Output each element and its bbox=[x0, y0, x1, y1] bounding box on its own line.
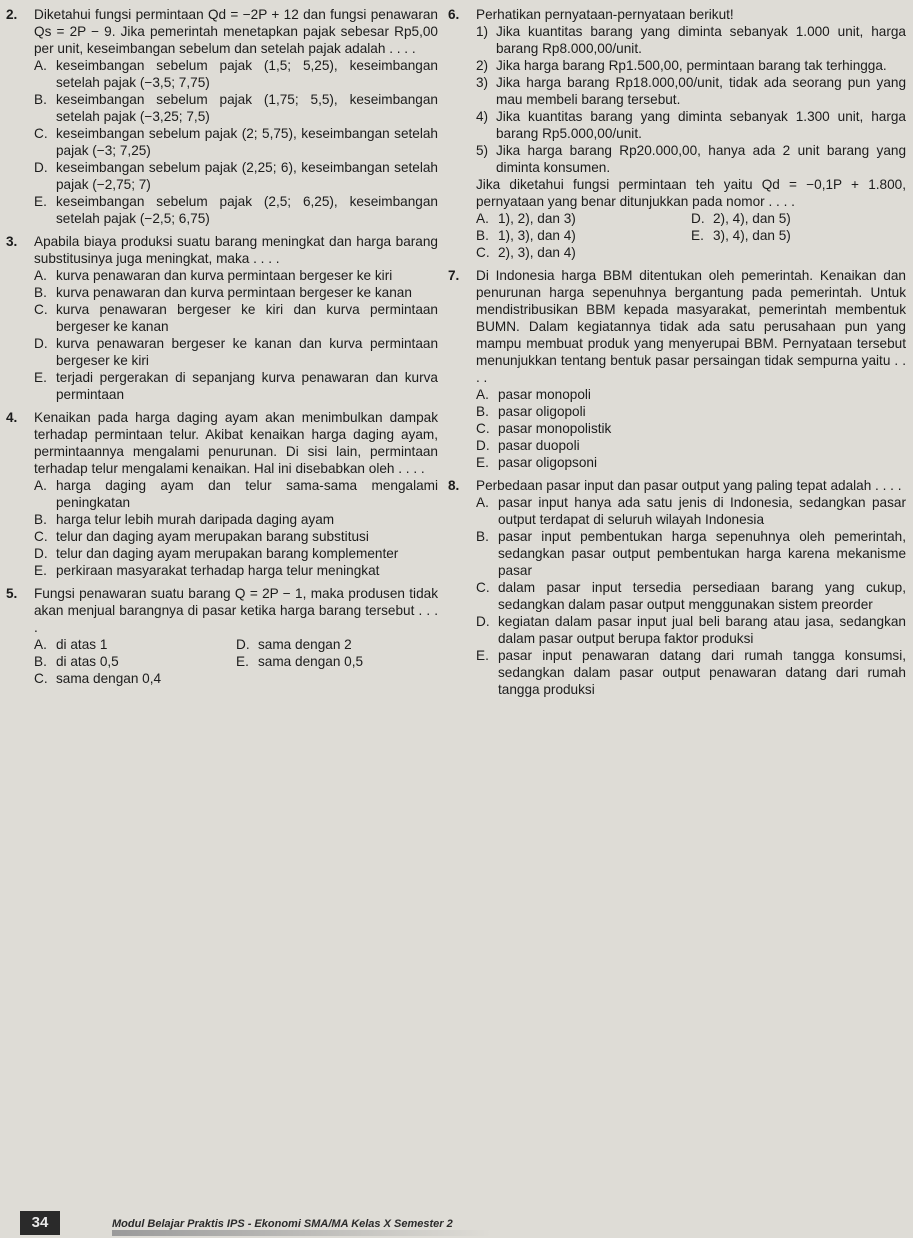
option-label: E. bbox=[236, 654, 249, 669]
question-stem: Diketahui fungsi permintaan Qd = −2P + 12 dan fungsi penawaran Qs = 2P − 9. Jika pemerintah menetapkan pajak sebesar Rp5,00 per unit, keseimbangan sebelum dan setelah pajak adalah . . . . bbox=[34, 7, 438, 56]
option-label: A. bbox=[34, 478, 47, 493]
option bbox=[34, 477, 438, 511]
option-text: telur dan daging ayam merupakan barang substitusi bbox=[56, 529, 369, 544]
option bbox=[476, 403, 906, 420]
option-label: E. bbox=[34, 370, 47, 385]
question-stem: Apabila biaya produksi suatu barang meningkat dan harga barang substitusinya juga meningkat, maka . . . . bbox=[34, 234, 438, 266]
option-label: A. bbox=[34, 58, 47, 73]
option-label: E. bbox=[34, 194, 47, 209]
option-label: D. bbox=[691, 211, 705, 226]
option-text: pasar input pembentukan harga sepenuhnya oleh pemerintah, sedangkan pasar output pembentukan harga karena mekanisme pasar bbox=[498, 529, 906, 578]
option-label: B. bbox=[34, 92, 47, 107]
option-label: C. bbox=[34, 126, 48, 141]
statement-text: Jika harga barang Rp1.500,00, permintaan barang tak terhingga. bbox=[496, 58, 887, 73]
option-text: dalam pasar input tersedia persediaan barang yang cukup, sedangkan dalam pasar output menggunakan sistem preorder bbox=[498, 580, 906, 612]
option-text: kurva penawaran bergeser ke kiri dan kurva permintaan bergeser ke kanan bbox=[56, 302, 438, 334]
question-number: 4. bbox=[6, 410, 18, 425]
option-label: D. bbox=[34, 546, 48, 561]
option-text: pasar oligopsoni bbox=[498, 455, 597, 470]
option-text: 3), 4), dan 5) bbox=[713, 228, 791, 243]
question-8 bbox=[448, 477, 906, 698]
question-number: 7. bbox=[448, 268, 460, 283]
statement-text: Jika harga barang Rp20.000,00, hanya ada 2 unit barang yang diminta konsumen. bbox=[496, 143, 906, 175]
option bbox=[34, 528, 438, 545]
option-grid bbox=[476, 210, 906, 261]
option-label: D. bbox=[236, 637, 250, 652]
option-label: A. bbox=[476, 495, 489, 510]
option-label: B. bbox=[34, 285, 47, 300]
option-text: harga daging ayam dan telur sama-sama mengalami peningkatan bbox=[56, 478, 438, 510]
question-stem: Di Indonesia harga BBM ditentukan oleh pemerintah. Kenaikan dan penurunan harga sepenuhnya bergantung pada pemerintah. Untuk mendistribusikan BBM kepada masyarakat, pemerintah membentuk BUMN. Dalam kegiatannya tidak ada satu perusahaan pun yang mampu membuat produk yang menyerupai BBM. Pernyataan tersebut menunjukkan tentang bentuk pasar persaingan tidak sempurna yaitu . . . . bbox=[476, 268, 906, 385]
statement bbox=[476, 57, 906, 74]
option bbox=[34, 125, 438, 159]
option-text: sama dengan 2 bbox=[258, 637, 352, 652]
option-label: C. bbox=[476, 421, 490, 436]
option bbox=[34, 545, 438, 562]
option-label: D. bbox=[476, 614, 490, 629]
option bbox=[34, 193, 438, 227]
option bbox=[476, 647, 906, 698]
question-stem-continued: Jika diketahui fungsi permintaan teh yaitu Qd = −0,1P + 1.800, pernyataan yang benar ditunjukkan pada nomor . . . . bbox=[476, 177, 906, 209]
option-label: C. bbox=[476, 245, 490, 260]
question-5 bbox=[6, 585, 438, 687]
option-label: B. bbox=[34, 512, 47, 527]
option-text: terjadi pergerakan di sepanjang kurva penawaran dan kurva permintaan bbox=[56, 370, 438, 402]
option-text: 2), 4), dan 5) bbox=[713, 211, 791, 226]
option-label: A. bbox=[476, 211, 489, 226]
statement bbox=[476, 108, 906, 142]
statement-label: 4) bbox=[476, 109, 489, 124]
option bbox=[476, 613, 906, 647]
option bbox=[476, 386, 906, 403]
option-label: E. bbox=[476, 648, 489, 663]
option-text: harga telur lebih murah daripada daging ayam bbox=[56, 512, 335, 527]
option bbox=[34, 267, 438, 284]
option bbox=[236, 636, 438, 653]
option bbox=[34, 636, 236, 653]
option-label: E. bbox=[34, 563, 47, 578]
option-text: pasar monopolistik bbox=[498, 421, 612, 436]
right-column bbox=[448, 6, 906, 704]
statement bbox=[476, 74, 906, 108]
option-text: keseimbangan sebelum pajak (2,25; 6), keseimbangan setelah pajak (−2,75; 7) bbox=[56, 160, 438, 192]
option-label: E. bbox=[476, 455, 489, 470]
statement-label: 1) bbox=[476, 24, 489, 39]
question-6 bbox=[448, 6, 906, 261]
option bbox=[34, 159, 438, 193]
question-stem: Kenaikan pada harga daging ayam akan menimbulkan dampak terhadap permintaan telur. Akibat kenaikan harga daging ayam, permintaannya mengalami penurunan. Di sisi lain, permintaan terhadap telur mengalami kenaikan. Hal ini disebabkan oleh . . . . bbox=[34, 410, 438, 476]
option bbox=[476, 420, 906, 437]
option-label: B. bbox=[476, 228, 489, 243]
option bbox=[691, 227, 906, 244]
option-text: kurva penawaran bergeser ke kanan dan kurva permintaan bergeser ke kiri bbox=[56, 336, 438, 368]
option-text: perkiraan masyarakat terhadap harga telur meningkat bbox=[56, 563, 380, 578]
option-text: pasar input hanya ada satu jenis di Indonesia, sedangkan pasar output terdapat di seluruh wilayah Indonesia bbox=[498, 495, 906, 527]
question-4 bbox=[6, 409, 438, 579]
option-text: keseimbangan sebelum pajak (1,75; 5,5), keseimbangan setelah pajak (−3,25; 7,5) bbox=[56, 92, 438, 124]
question-number: 6. bbox=[448, 7, 460, 22]
option bbox=[34, 511, 438, 528]
question-number: 5. bbox=[6, 586, 18, 601]
option bbox=[236, 653, 438, 670]
option bbox=[34, 91, 438, 125]
option-label: A. bbox=[34, 637, 47, 652]
option-label: A. bbox=[476, 387, 489, 402]
option bbox=[476, 437, 906, 454]
option bbox=[34, 653, 236, 670]
option bbox=[476, 528, 906, 579]
question-number: 2. bbox=[6, 7, 18, 22]
option bbox=[34, 57, 438, 91]
option bbox=[476, 579, 906, 613]
option-text: di atas 1 bbox=[56, 637, 108, 652]
option-label: C. bbox=[34, 671, 48, 686]
option-text: kurva penawaran dan kurva permintaan bergeser ke kiri bbox=[56, 268, 393, 283]
option-label: A. bbox=[34, 268, 47, 283]
option bbox=[476, 494, 906, 528]
option bbox=[476, 210, 691, 227]
page-footer bbox=[0, 1208, 913, 1238]
option-text: keseimbangan sebelum pajak (2,5; 6,25), keseimbangan setelah pajak (−2,5; 6,75) bbox=[56, 194, 438, 226]
statement-text: Jika kuantitas barang yang diminta sebanyak 1.000 unit, harga barang Rp8.000,00/unit. bbox=[496, 24, 906, 56]
page-number: 34 bbox=[20, 1211, 60, 1235]
option-text: keseimbangan sebelum pajak (2; 5,75), keseimbangan setelah pajak (−3; 7,25) bbox=[56, 126, 438, 158]
option-text: 2), 3), dan 4) bbox=[498, 245, 576, 260]
statement-text: Jika harga barang Rp18.000,00/unit, tidak ada seorang pun yang mau membeli barang tersebut. bbox=[496, 75, 906, 107]
option-text: pasar duopoli bbox=[498, 438, 580, 453]
option-text: sama dengan 0,4 bbox=[56, 671, 162, 686]
option-label: B. bbox=[476, 529, 489, 544]
question-2 bbox=[6, 6, 438, 227]
left-column bbox=[6, 6, 438, 693]
question-number: 8. bbox=[448, 478, 460, 493]
question-stem: Perbedaan pasar input dan pasar output yang paling tepat adalah . . . . bbox=[476, 478, 902, 493]
option-label: C. bbox=[476, 580, 490, 595]
option bbox=[34, 284, 438, 301]
option-label: B. bbox=[34, 654, 47, 669]
option-text: pasar input penawaran datang dari rumah tangga konsumsi, sedangkan dalam pasar output penawaran datang dari rumah tangga produksi bbox=[498, 648, 906, 697]
option-text: 1), 3), dan 4) bbox=[498, 228, 576, 243]
statement-label: 3) bbox=[476, 75, 489, 90]
option bbox=[34, 301, 438, 335]
option bbox=[476, 454, 906, 471]
option-text: di atas 0,5 bbox=[56, 654, 119, 669]
statement bbox=[476, 23, 906, 57]
option bbox=[34, 335, 438, 369]
question-7 bbox=[448, 267, 906, 471]
option-text: sama dengan 0,5 bbox=[258, 654, 364, 669]
statement-text: Jika kuantitas barang yang diminta sebanyak 1.300 unit, harga barang Rp5.000,00/unit. bbox=[496, 109, 906, 141]
option bbox=[34, 670, 236, 687]
option-label: E. bbox=[691, 228, 704, 243]
statement-label: 5) bbox=[476, 143, 489, 158]
option bbox=[476, 227, 691, 244]
option-text: kegiatan dalam pasar input jual beli barang atau jasa, sedangkan dalam pasar output berupa faktor produksi bbox=[498, 614, 906, 646]
option bbox=[34, 369, 438, 403]
option-text: pasar oligopoli bbox=[498, 404, 586, 419]
option-text: pasar monopoli bbox=[498, 387, 591, 402]
option bbox=[691, 210, 906, 227]
question-stem: Perhatikan pernyataan-pernyataan berikut! bbox=[476, 7, 734, 22]
option-label: D. bbox=[34, 160, 48, 175]
statement bbox=[476, 142, 906, 176]
question-3 bbox=[6, 233, 438, 403]
option-label: C. bbox=[34, 529, 48, 544]
option-grid bbox=[34, 636, 438, 687]
footer-divider bbox=[112, 1230, 492, 1236]
option-text: keseimbangan sebelum pajak (1,5; 5,25), keseimbangan setelah pajak (−3,5; 7,75) bbox=[56, 58, 438, 90]
option-text: 1), 2), dan 3) bbox=[498, 211, 576, 226]
option bbox=[34, 562, 438, 579]
option bbox=[476, 244, 691, 261]
option-text: kurva penawaran dan kurva permintaan bergeser ke kanan bbox=[56, 285, 412, 300]
question-stem: Fungsi penawaran suatu barang Q = 2P − 1, maka produsen tidak akan menjual barangnya di pasar ketika harga barang tersebut . . . . bbox=[34, 586, 438, 635]
option-label: C. bbox=[34, 302, 48, 317]
statement-label: 2) bbox=[476, 58, 489, 73]
option-text: telur dan daging ayam merupakan barang komplementer bbox=[56, 546, 399, 561]
question-number: 3. bbox=[6, 234, 18, 249]
option-label: D. bbox=[34, 336, 48, 351]
footer-title: Modul Belajar Praktis IPS - Ekonomi SMA/MA Kelas X Semester 2 bbox=[112, 1218, 453, 1230]
option-label: B. bbox=[476, 404, 489, 419]
option-label: D. bbox=[476, 438, 490, 453]
